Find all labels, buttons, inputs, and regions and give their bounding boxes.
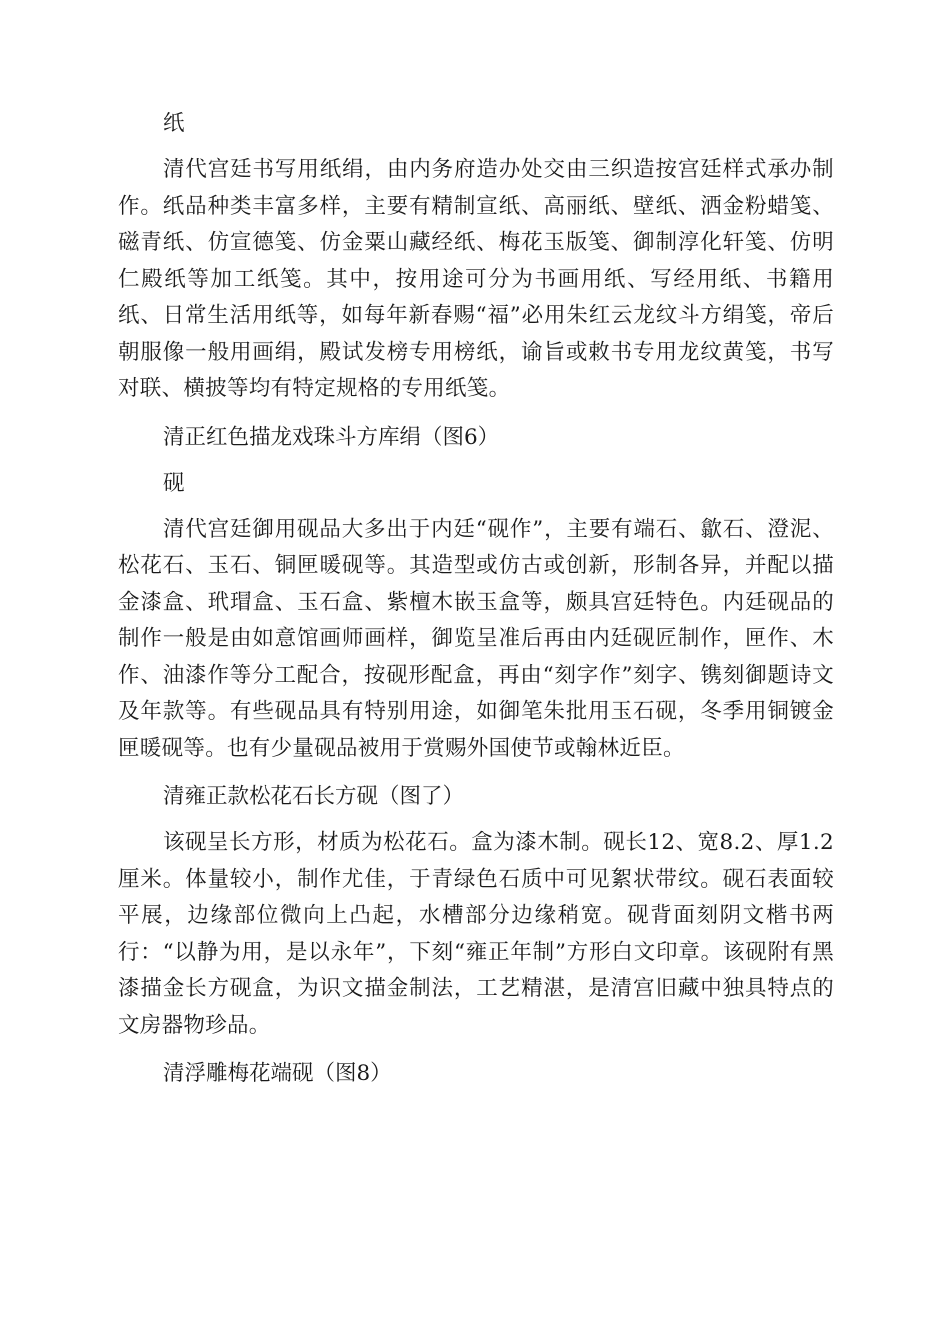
document-page xyxy=(118,106,834,1092)
section-heading-paper: 纸 xyxy=(163,111,185,136)
paragraph-paper: 清代宫廷书写用纸绢，由内务府造办处交由三织造按宫廷样式承办制作。纸品种类丰富多样，主要有精制宣纸、高丽纸、壁纸、洒金粉蜡笺、磁青纸、仿宣德笺、仿金粟山藏经纸、梅花玉版笺、御制淳化轩笺、仿明仁殿纸等加工纸笺。其中，按用途可分为书画用纸、写经用纸、书籍用纸、日常生活用纸等，如每年新春赐“福”必用朱红云龙纹斗方绢笺，帝后朝服像一般用画绢，殿试发榜专用榜纸，谕旨或敕书专用龙纹黄笺，书写对联、横披等均有特定规格的专用纸笺。 xyxy=(118,157,834,401)
paragraph-figure-7: 该砚呈长方形，材质为松花石。盒为漆木制。砚长12、宽8.2、厚1.2厘米。体量较小，制作尤佳，于青绿色石质中可见絮状带纹。砚石表面较平展，边缘部位微向上凸起，水槽部分边缘稍宽。砚背面刻阴文楷书两行：“以静为用，是以永年”，下刻“雍正年制”方形白文印章。该砚附有黑漆描金长方砚盒，为识文描金制法，工艺精湛，是清宫旧藏中独具特点的文房器物珍品。 xyxy=(118,830,834,1038)
figure-caption-7: 清雍正款松花石长方砚（图了） xyxy=(163,784,465,809)
paragraph-inkstone: 清代宫廷御用砚品大多出于内廷“砚作”，主要有端石、歙石、澄泥、松花石、玉石、铜匣暖砚等。其造型或仿古或创新，形制各异，并配以描金漆盒、玳瑁盒、玉石盒、紫檀木嵌玉盒等，颇具宫廷特色。内廷砚品的制作一般是由如意馆画师画样，御览呈准后再由内廷砚匠制作，匣作、木作、油漆作等分工配合，按砚形配盒，再由“刻字作”刻字、镌刻御题诗文及年款等。有些砚品具有特别用途，如御笔朱批用玉石砚，冬季用铜镀金匣暖砚等。也有少量砚品被用于赏赐外国使节或翰林近臣。 xyxy=(118,516,834,761)
section-heading-inkstone: 砚 xyxy=(163,470,185,496)
figure-caption-6: 清正红色描龙戏珠斗方库绢（图6） xyxy=(163,424,500,450)
figure-caption-8: 清浮雕梅花端砚（图8） xyxy=(163,1061,392,1086)
